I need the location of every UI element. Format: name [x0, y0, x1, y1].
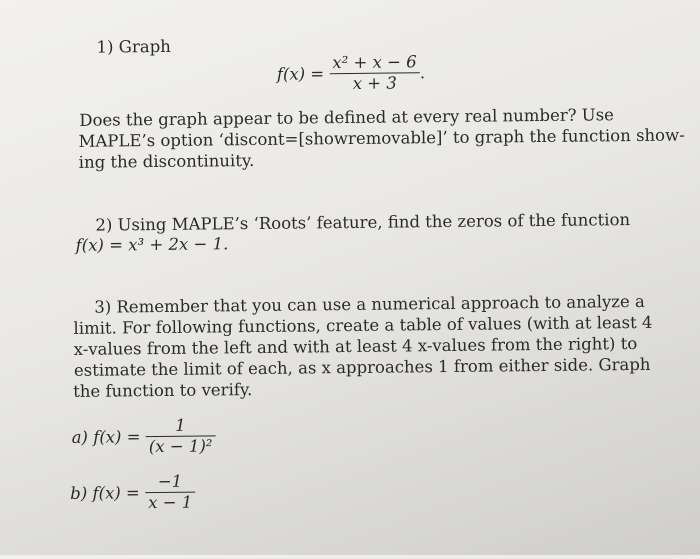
problem-3a — [71, 415, 215, 458]
part-a-label: a) f(x) = — [71, 427, 141, 447]
formula-denominator: x + 3 — [329, 72, 420, 94]
problem-3-line-3: x-values from the left and with at least 4 x-values from the right) to — [73, 333, 638, 359]
problem-1-line-3: ing the discontinuity. — [78, 150, 255, 172]
problem-3-line-5: the function to verify. — [73, 380, 253, 401]
formula-fraction — [329, 52, 420, 94]
problem-3-line-2: limit. For following functions, create a table of values (with at least 4 — [73, 312, 653, 338]
problem-1-line-1: Does the graph appear to be defined at every real number? Use — [79, 105, 614, 130]
problem-2-line-2: f(x) = x³ + 2x − 1. — [75, 234, 229, 255]
part-a-numerator: 1 — [175, 415, 186, 435]
part-b-numerator: −1 — [157, 471, 183, 492]
part-b-denominator: x − 1 — [145, 492, 195, 514]
problem-3b — [70, 472, 195, 514]
problem-3-line-4: estimate the limit of each, as x approaches 1 from either side. Graph — [73, 354, 651, 380]
problem-2-line-1: 2) Using MAPLE’s ‘Roots’ feature, find the zeros of the function — [95, 210, 631, 235]
formula-period: . — [419, 63, 426, 83]
formula-numerator: x² + x − 6 — [332, 52, 417, 73]
part-b-label: b) f(x) = — [70, 483, 140, 503]
part-a-denominator: (x − 1)² — [146, 435, 216, 457]
part-b-fraction — [145, 472, 196, 514]
problem-3-line-1: 3) Remember that you can use a numerical approach to analyze a — [94, 291, 645, 317]
problem-1-formula — [277, 52, 426, 95]
problem-1-heading: 1) Graph — [96, 36, 171, 57]
problem-1-line-2: MAPLE’s option ‘discont=[showremovable]’ to graph the function show- — [78, 125, 685, 151]
part-a-fraction — [146, 415, 216, 457]
formula-lhs: f(x) = — [276, 64, 325, 84]
